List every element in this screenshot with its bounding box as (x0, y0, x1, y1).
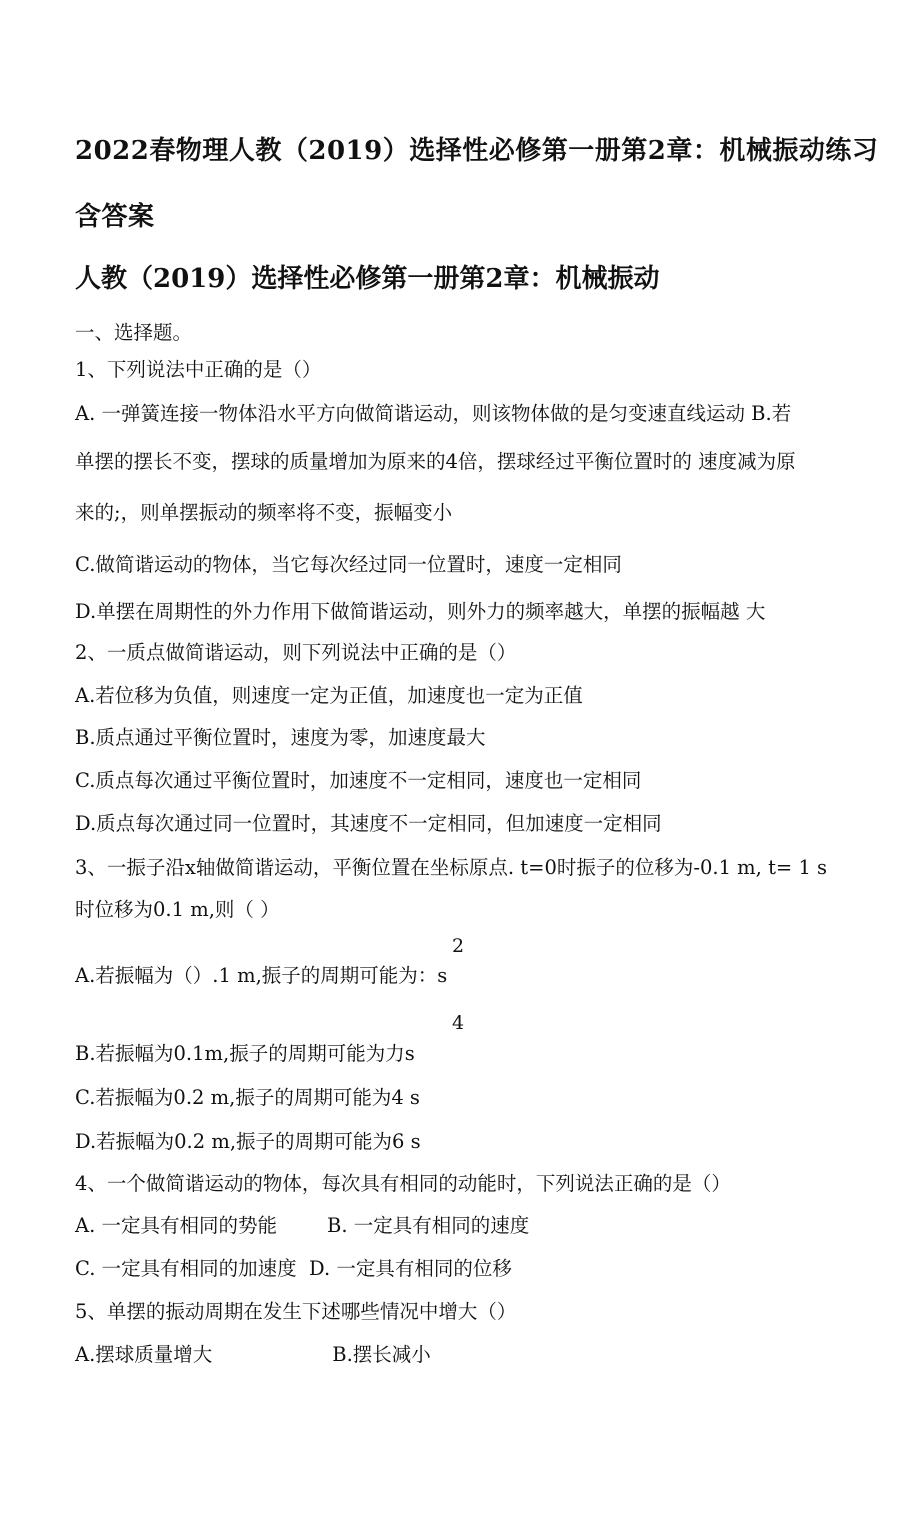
q4-option-a: A. 一定具有相同的势能 (75, 1214, 277, 1237)
section-heading: 一、选择题。 (75, 321, 193, 344)
q2-option-a: A.若位移为负值，则速度一定为正值，加速度也一定为正值 (75, 684, 583, 707)
q5-options-row1 (75, 1339, 431, 1367)
q3-option-d: D.若振幅为0.2 m,振子的周期可能为6 s (75, 1130, 421, 1153)
q4-options-row2 (75, 1253, 512, 1281)
q3-option-a: A.若振幅为（）.1 m,振子的周期可能为：s (75, 964, 448, 987)
q3-stem-line1: 3、一振子沿x轴做简谐运动，平衡位置在坐标原点. t=0时振子的位移为-0.1 m, t= 1 s (75, 856, 828, 879)
q4-stem: 4、一个做简谐运动的物体，每次具有相同的动能时，下列说法正确的是（） (75, 1172, 731, 1195)
document-title-line1: 2022春物理人教（2019）选择性必修第一册第2章：机械振动练习 (75, 136, 879, 166)
q4-option-d: D. 一定具有相同的位移 (309, 1257, 512, 1280)
q3-option-b: B.若振幅为0.1m,振子的周期可能为力s (75, 1042, 415, 1065)
q1-option-a-line1: A. 一弹簧连接一物体沿水平方向做简谐运动，则该物体做的是匀变速直线运动 B.若 (75, 402, 792, 425)
q4-option-b: B. 一定具有相同的速度 (326, 1214, 530, 1237)
q5-stem: 5、单摆的振动周期在发生下述哪些情况中增大（） (75, 1300, 517, 1323)
q1-option-d: D.单摆在周期性的外力作用下做简谐运动，则外力的频率越大，单摆的振幅越 大 (75, 600, 766, 623)
q1-option-c: C.做简谐运动的物体，当它每次经过同一位置时，速度一定相同 (75, 553, 622, 576)
q1-stem: 1、下列说法中正确的是（） (75, 358, 322, 381)
q5-option-b: B.摆长减小 (332, 1343, 431, 1366)
q1-option-a-line3: 来的;，则单摆振动的频率将不变，振幅变小 (75, 501, 453, 524)
q4-option-c: C. 一定具有相同的加速度 (75, 1257, 297, 1280)
q2-option-d: D.质点每次通过同一位置时，其速度不一定相同，但加速度一定相同 (75, 812, 662, 835)
q2-option-b: B.质点通过平衡位置时，速度为零，加速度最大 (75, 726, 486, 749)
q5-option-a: A.摆球质量增大 (75, 1343, 213, 1366)
q3-option-c: C.若振幅为0.2 m,振子的周期可能为4 s (75, 1086, 420, 1109)
document-subtitle: 人教（2019）选择性必修第一册第2章：机械振动 (75, 264, 660, 294)
q1-option-a-line2: 单摆的摆长不变，摆球的质量增加为原来的4倍，摆球经过平衡位置时的 速度减为原 (75, 450, 796, 473)
q2-option-c: C.质点每次通过平衡位置时，加速度不一定相同，速度也一定相同 (75, 769, 642, 792)
document-title-line2: 含答案 (75, 202, 155, 232)
q4-options-row1 (75, 1210, 529, 1238)
q3-stem-line2: 时位移为0.1 m,则（ ） (75, 898, 280, 921)
q3-option-a-fraction-number: 2 (452, 935, 465, 957)
q3-option-b-fraction-number: 4 (452, 1012, 465, 1034)
q2-stem: 2、一质点做简谐运动，则下列说法中正确的是（） (75, 641, 517, 664)
